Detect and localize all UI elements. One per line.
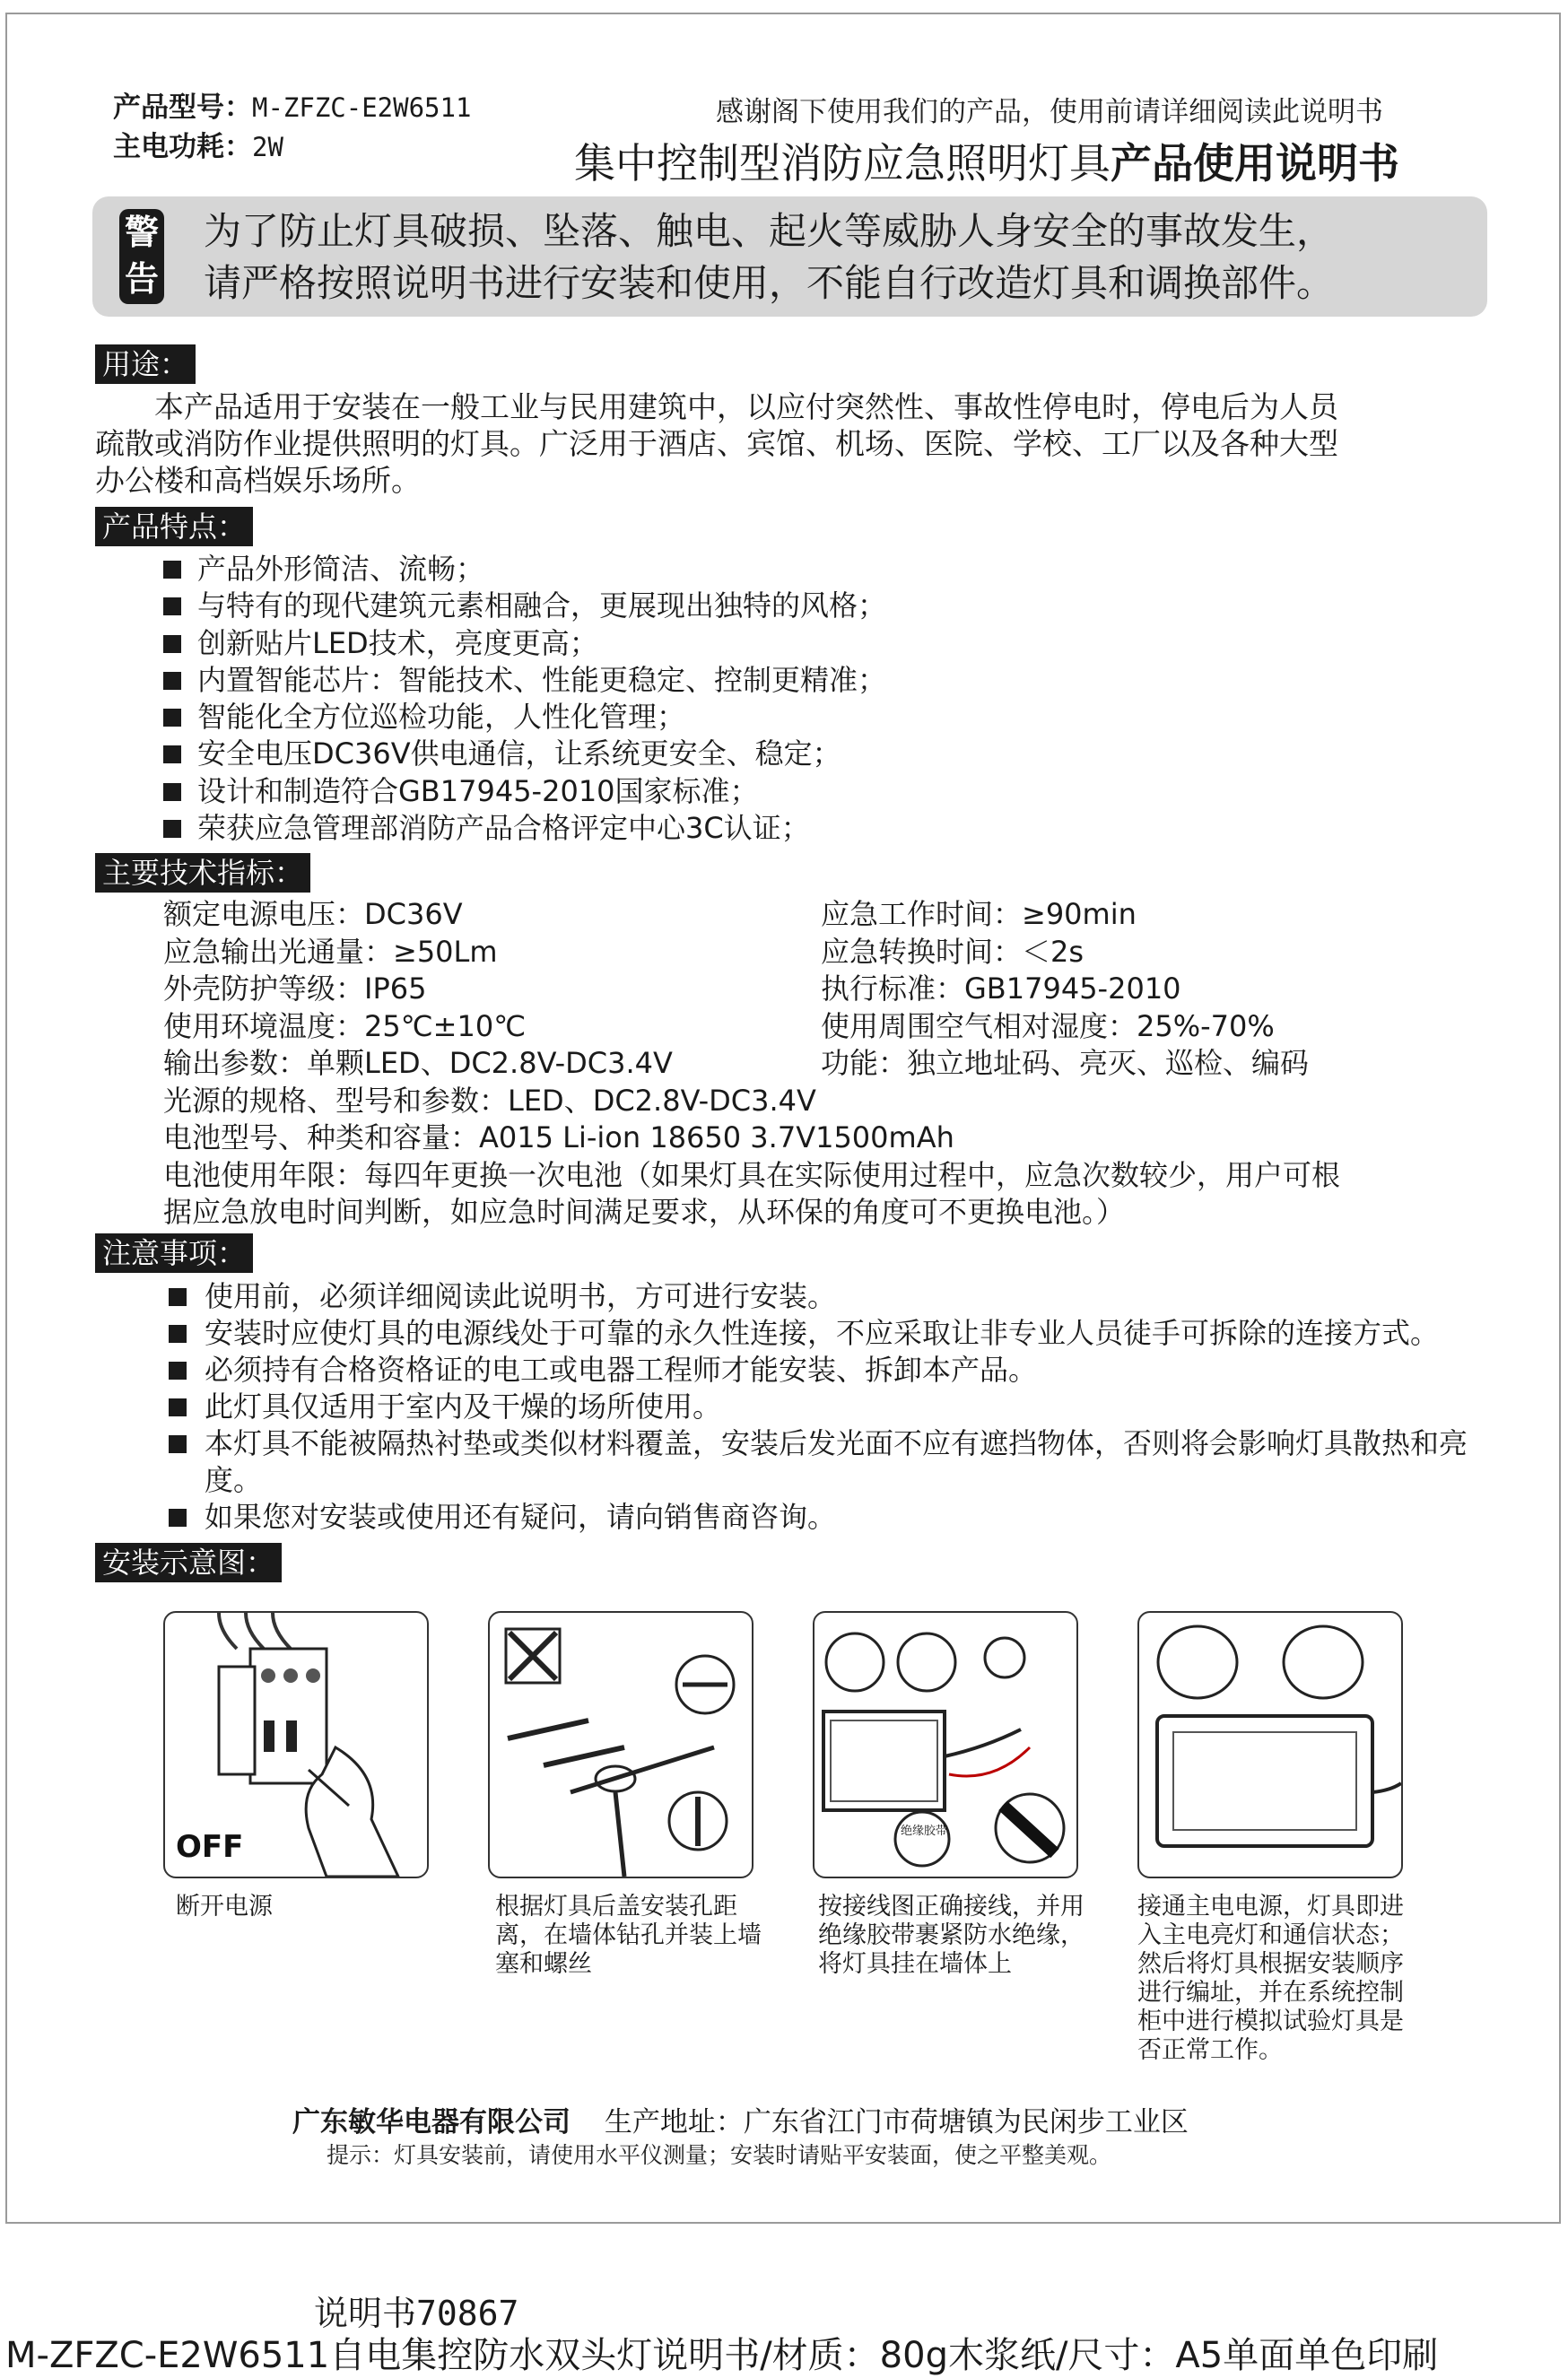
warning-line-1: 为了防止灯具破损、坠落、触电、起火等威胁人身安全的事故发生， <box>204 209 1335 253</box>
spec-item: 额定电源电压：DC36V <box>163 897 463 931</box>
feature-item: 与特有的现代建筑元素相融合，更展现出独特的风格； <box>163 588 886 624</box>
usage-paragraph <box>95 388 1494 499</box>
usage-label: 用途： <box>95 344 196 384</box>
spec-item: 使用周围空气相对湿度：25%-70% <box>821 1008 1275 1043</box>
lamp-illustration <box>1139 1613 1401 1877</box>
install-step-2-caption: 根据灯具后盖安装孔距离，在墙体钻孔并装上墙塞和螺丝 <box>495 1893 762 1978</box>
spec-item: 应急输出光通量：≥50Lm <box>163 934 498 969</box>
feature-item: 荣获应急管理部消防产品合格评定中心3C认证； <box>163 810 886 847</box>
footer-company-line <box>292 2099 1189 2139</box>
warning-text <box>204 205 1334 309</box>
power-line <box>113 127 283 167</box>
specs-right <box>821 896 1309 1083</box>
usage-line-1: 本产品适用于安装在一般工业与民用建筑中，以应付突然性、事故性停电时，停电后为人员 <box>154 389 1338 424</box>
feature-item: 设计和制造符合GB17945-2010国家标准； <box>163 773 886 810</box>
company-name: 广东敏华电器有限公司 <box>292 2106 571 2138</box>
footer-tip: 提示：灯具安装前，请使用水平仪测量；安装时请贴平安装面，使之平整美观。 <box>327 2142 1112 2168</box>
features-label: 产品特点： <box>95 507 253 546</box>
company-address: 生产地址：广东省江门市荷塘镇为民闲步工业区 <box>604 2106 1189 2138</box>
spec-item: 电池使用年限：每四年更换一次电池（如果灯具在实际使用过程中，应急次数较少，用户可根 <box>163 1157 1341 1192</box>
wiring-illustration <box>814 1613 1076 1877</box>
power-value: 2W <box>252 132 283 162</box>
warning-box <box>92 196 1487 317</box>
note-item: 此灯具仅适用于室内及干燥的场所使用。 <box>169 1389 1505 1425</box>
model-value: M-ZFZC-E2W6511 <box>252 92 472 123</box>
install-step-4-image <box>1137 1611 1403 1878</box>
note-item: 本灯具不能被隔热衬垫或类似材料覆盖，安装后发光面不应有遮挡物体，否则将会影响灯具散热和亮度。 <box>169 1425 1505 1499</box>
spec-item: 功能：独立地址码、亮灭、巡检、编码 <box>821 1046 1310 1080</box>
usage-line-3: 办公楼和高档娱乐场所。 <box>95 463 421 498</box>
print-info-line-1: 说明书70867 <box>314 2294 519 2333</box>
note-item: 如果您对安装或使用还有疑问，请向销售商咨询。 <box>169 1499 1505 1536</box>
main-title <box>574 131 1399 190</box>
install-step-4-caption: 接通主电电源，灯具即进入主电亮灯和通信状态；然后将灯具根据安装顺序进行编址，并在系统控制柜中进行模拟试验灯具是否正常工作。 <box>1137 1893 1404 2064</box>
spec-item: 外壳防护等级：IP65 <box>163 971 427 1006</box>
feature-item: 安全电压DC36V供电通信，让系统更安全、稳定； <box>163 736 886 772</box>
spec-item: 使用环境温度：25℃±10℃ <box>163 1008 527 1043</box>
feature-item: 智能化全方位巡检功能，人性化管理； <box>163 699 886 736</box>
spec-item: 光源的规格、型号和参数：LED、DC2.8V-DC3.4V <box>163 1083 816 1118</box>
tape-text: 绝缘胶带 <box>901 1825 948 1838</box>
note-item: 使用前，必须详细阅读此说明书，方可进行安装。 <box>169 1278 1505 1315</box>
warning-badge <box>119 209 164 304</box>
model-label: 产品型号： <box>113 91 252 124</box>
note-item: 必须持有合格资格证的电工或电器工程师才能安装、拆卸本产品。 <box>169 1352 1505 1389</box>
title-bold: 产品使用说明书 <box>1111 139 1399 187</box>
feature-item: 内置智能芯片：智能技术、性能更稳定、控制更精准； <box>163 662 886 699</box>
model-line <box>113 88 471 127</box>
notes-list <box>169 1278 1505 1536</box>
thanks-text: 感谢阁下使用我们的产品，使用前请详细阅读此说明书 <box>716 96 1383 128</box>
usage-line-2: 疏散或消防作业提供照明的灯具。广泛用于酒店、宾馆、机场、医院、学校、工厂以及各种大型 <box>95 426 1338 461</box>
spec-item: 电池型号、种类和容量：A015 Li-ion 18650 3.7V1500mAh <box>163 1120 954 1154</box>
install-label: 安装示意图： <box>95 1543 282 1582</box>
features-list <box>163 551 886 847</box>
notes-label: 注意事项： <box>95 1233 253 1273</box>
spec-item: 执行标准：GB17945-2010 <box>821 971 1181 1006</box>
install-step-3-image <box>813 1611 1078 1878</box>
warning-line-2: 请严格按照说明书进行安装和使用，不能自行改造灯具和调换部件。 <box>204 261 1335 305</box>
off-text: OFF <box>176 1829 244 1865</box>
feature-item: 产品外形简洁、流畅； <box>163 551 886 588</box>
print-info-line-2: M-ZFZC-E2W6511自电集控防水双头灯说明书/材质：80g木浆纸/尺寸：A5单面单色印刷 <box>5 2335 1439 2376</box>
spec-item: 输出参数：单颗LED、DC2.8V-DC3.4V <box>163 1046 673 1080</box>
note-item: 安装时应使灯具的电源线处于可靠的永久性连接，不应采取让非专业人员徒手可拆除的连接方式。 <box>169 1315 1505 1352</box>
install-step-1-caption: 断开电源 <box>176 1893 273 1921</box>
spec-item: 应急转换时间：＜2s <box>821 934 1085 969</box>
feature-item: 创新贴片LED技术，亮度更高； <box>163 625 886 662</box>
title-normal: 集中控制型消防应急照明灯具 <box>574 139 1111 187</box>
drilling-illustration <box>490 1613 752 1877</box>
install-step-1-image <box>163 1611 429 1878</box>
spec-item: 应急工作时间：≥90min <box>821 897 1137 931</box>
install-step-3-caption: 按接线图正确接线，并用绝缘胶带裹紧防水绝缘，将灯具挂在墙体上 <box>818 1893 1085 1978</box>
warning-badge-top: 警 <box>124 213 159 252</box>
spec-item: 据应急放电时间判断，如应急时间满足要求，从环保的角度可不更换电池。） <box>163 1195 1126 1229</box>
breaker-illustration <box>165 1613 427 1877</box>
warning-badge-bottom: 告 <box>124 259 159 299</box>
specs-label: 主要技术指标： <box>95 853 310 893</box>
power-label: 主电功耗： <box>113 131 252 163</box>
install-step-2-image <box>488 1611 754 1878</box>
